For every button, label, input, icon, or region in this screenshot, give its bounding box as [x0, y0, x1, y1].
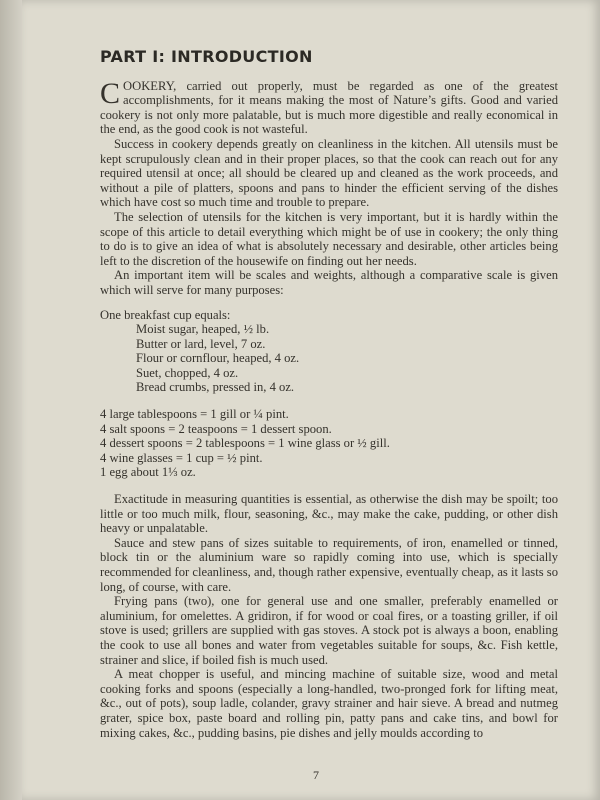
cup-equivalents-list — [136, 322, 558, 395]
cup-item: Moist sugar, heaped, ½ lb. — [136, 322, 270, 337]
cup-item: Flour or cornflour, heaped, 4 oz. — [136, 351, 300, 366]
paragraph-meat-chopper: A meat chopper is useful, and mincing machine of suitable size, wood and metal cooking forks and spoons (especially a long-handled, two-pronged fork for lifting meat, &c., out of pots), soup ladle, colander, gravy strainer and hair sieve. A bread and nutmeg grater, spice box, paste board and rolling pin, patty pans and cake tins, and bowl for mixing cakes, &c., pudding basins, pie dishes and jelly moulds according to — [100, 667, 558, 740]
conversion-line: 1 egg about 1⅓ oz. — [100, 465, 196, 480]
cup-item: Suet, chopped, 4 oz. — [136, 365, 239, 380]
book-spine-shadow — [0, 0, 22, 800]
page-heading: PART I: INTRODUCTION — [100, 47, 313, 66]
cup-item: Bread crumbs, pressed in, 4 oz. — [136, 380, 295, 395]
paragraph-pans: Sauce and stew pans of sizes suitable to requirements, of iron, enamelled or tinned, block tin or the aluminium ware so rapidly coming into use, which is specially recommended for cleanliness, and, though rather expensive, eventually cheap, as it lasts so long, of course, with care. — [100, 535, 558, 594]
cup-item: Butter or lard, level, 7 oz. — [136, 336, 266, 351]
text-column — [100, 47, 558, 740]
paragraph-utensils: The selection of utensils for the kitchen is very important, but it is hardly within the scope of this article to detail everything which might be of use in cookery; the only thing to do is to give an idea of what is absolutely necessary and desirable, other articles being left to the discretion of the housewife on finding out her needs. — [100, 209, 558, 268]
cup-equivalents-intro: One breakfast cup equals: — [100, 307, 231, 322]
conversion-line: 4 salt spoons = 2 teaspoons = 1 dessert spoon. — [100, 421, 332, 436]
page-number: 7 — [313, 768, 319, 782]
conversion-line: 4 wine glasses = 1 cup = ½ pint. — [100, 450, 263, 465]
paragraph-cleanliness: Success in cookery depends greatly on cleanliness in the kitchen. All utensils must be kept scrupulously clean and in their proper places, so that the cook can reach out for any required utensil at once; all should be cleared up and cleaned as the work proceeds, and without a pile of platters, spoons and pans to hinder the efficient serving of the dishes which have cost so much time and trouble to prepare. — [100, 136, 558, 210]
paragraph-scales: An important item will be scales and weights, although a comparative scale is given which will serve for many purposes: — [100, 268, 558, 297]
paragraph-exactitude: Exactitude in measuring quantities is essential, as otherwise the dish may be spoilt; too little or too much milk, flour, seasoning, &c., may make the cake, pudding, or other dish heavy or unpalatable. — [100, 492, 558, 536]
conversion-line: 4 large tablespoons = 1 gill or ¼ pint. — [100, 407, 289, 422]
paragraph-cookery: COOKERY, carried out properly, must be regarded as one of the greatest accomplishments, for it means making the most of Nature’s gifts. Good and varied cookery is not only more palatable, but is much more digestible and really economical in the end, as the good cook is not wasteful. — [100, 76, 558, 137]
measure-conversions — [100, 407, 558, 480]
paragraph-frying-pans: Frying pans (two), one for general use and one smaller, preferably enamelled or aluminium, for omelettes. A gridiron, if for wood or coal fires, or a toasting griller, if oil stove is used; grillers are supplied with gas stoves. A stock pot is always a boon, enabling the cook to use all bones and water from vegetables suitable for soups, &c. Fish kettle, strainer and slice, if boiled fish is much used. — [100, 594, 558, 667]
conversion-line: 4 dessert spoons = 2 tablespoons = 1 wine glass or ½ gill. — [100, 436, 390, 451]
